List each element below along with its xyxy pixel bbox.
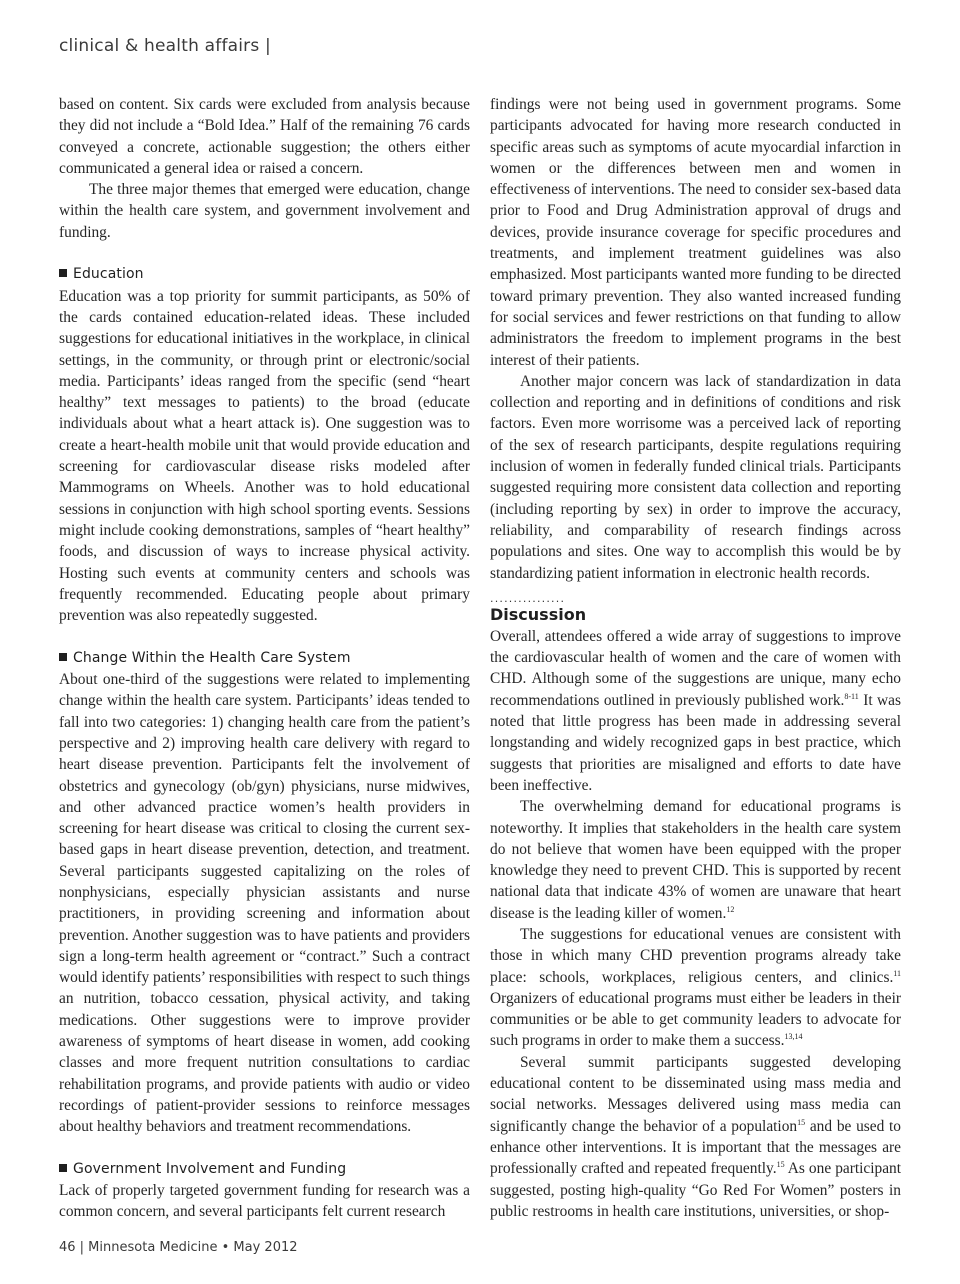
- paragraph: Lack of properly targeted government funding for research was a common concern, and several participants felt current research: [59, 1182, 470, 1221]
- paragraph: About one-third of the suggestions were related to implementing change within the health care system. Participants’ ideas tended to fall into two categories: 1) changing health care from the patient’s perspective and 2) improving health care delivery with regard to heart disease prevention. Participants felt the involvement of obstetrics and gynecology (ob/gyn) physicians, nurse midwives, and other advanced practice women’s health providers in screening for heart disease was critical to closing the current sex-based gaps in heart disease prevention, detection, and treatment. Several participants suggested capitalizing on the roles of nonphysicians, especially physician assistants and nurse practitioners, in providing screening and information about prevention. Another suggestion was to have patients and providers sign a long-term health agreement or “contract.” Such a contract would identify patients’ responsibilities with respect to such things an nutrition, tobacco cessation, physical activity, and taking medications. Other suggestions were to improve provider awareness of symptoms of heart disease in women, add cooking classes and more frequent nutrition consultations to cardiac rehabilitation programs, and provide patients with audio or video recordings of patient-provider sessions to reinforce messages about healthy behaviors and treatment recommendations.: [59, 671, 470, 1136]
- text-run: and be used to enhance other interventions. It is important that the messages are professionally crafted and repeated frequently.: [490, 1117, 902, 1178]
- text-run: The suggestions for educational venues are consistent with those in which many CHD prevention programs already take place: schools, workplaces, religious centers, and clinics.: [490, 925, 901, 986]
- citation-ref: 13,14: [784, 1032, 803, 1042]
- section-heading-discussion: Discussion: [490, 604, 587, 624]
- paragraph: based on content. Six cards were excluded from analysis because they did not include a “Bold Idea.” Half of the remaining 76 cards conveyed a concrete, actionable suggestion; the others either communicated a general idea or raised a concern.: [59, 96, 470, 177]
- text-run: It was noted that little progress has been made in addressing several longstanding and widely recognized gaps in best practice, which suggests that priorities are misaligned and efforts to date have been ineffective.: [490, 691, 901, 794]
- heading-text: Education: [73, 266, 144, 283]
- citation-ref: 11: [893, 968, 901, 978]
- citation-ref: 15: [776, 1160, 785, 1170]
- page-footer: 46 | Minnesota Medicine • May 2012: [59, 1240, 298, 1255]
- square-bullet-icon: [59, 653, 67, 661]
- paragraph: The three major themes that emerged were education, change within the health care system, and government involvement and funding.: [59, 181, 470, 241]
- square-bullet-icon: [59, 1164, 67, 1172]
- text-run: The overwhelming demand for educational programs is noteworthy. It implies that stakeholders in the health care system do not believe that women have been equipped with the proper knowledge they need to prevent CHD. This is supported by recent national data that indicate 43% of women are unaware that heart disease is the leading killer of women.: [490, 798, 901, 922]
- paragraph: Another major concern was lack of standardization in data collection and reporting and in definitions of conditions and risk factors. Even more worrisome was a perceived lack of reporting of the sex of research participants, despite regulations requiring inclusion of women in federally funded clinical trials. Participants suggested requiring more consistent data collection and reporting (including reporting by sex) in order to improve the accuracy, reliability, and comparability of research findings across populations and sites. One way to accomplish this would be by standardizing patient information in electronic health records.: [490, 372, 901, 582]
- paragraph: Education was a top priority for summit participants, as 50% of the cards contained education-related ideas. These included suggestions for educational initiatives in the workplace, in clinical settings, in the community, or through print or electronic/social media. Participants’ ideas ranged from the specific (send “heart healthy” text messages to patients) to the broad (educate individuals about what a heart attack is). One suggestion was to create a heart-health mobile unit that would provide education and screening for cardiovascular disease risks modeled after Mammograms on Wheels. Another was to hold educational sessions in conjunction with high school sporting events. Sessions might include cooking demonstrations, samples of “heart healthy” foods, and discussion of ways to increase physical activity. Hosting such events at community centers and schools was frequently recommended. Educating people about primary prevention was also repeatedly suggested.: [59, 287, 470, 625]
- running-header: clinical & health affairs |: [59, 36, 271, 56]
- section-heading-government: [59, 1159, 470, 1180]
- citation-ref: 8-11: [844, 691, 859, 701]
- paragraph: [490, 796, 901, 924]
- text-run: Organizers of educational programs must either be leaders in their communities or be able to get community leaders to advocate for such programs in order to make them a success.: [490, 989, 901, 1050]
- paragraph: [490, 1052, 901, 1222]
- square-bullet-icon: [59, 269, 67, 277]
- section-divider-dots: ................: [490, 591, 566, 605]
- section-heading-change: [59, 648, 470, 669]
- paragraph: [490, 626, 901, 796]
- left-column: [59, 94, 470, 1223]
- paragraph: findings were not being used in government programs. Some participants advocated for having more research conducted in specific areas such as symptoms of acute myocardial infarction in women or the differences between men and women in effectiveness of interventions. The need to consider sex-based data prior to Food and Drug Administration approval of drugs and devices, provide insurance coverage for specific procedures and treatments, and implement treatment guidelines was also emphasized. Most participants wanted more funding to be directed toward primary prevention. They also wanted increased funding for social services and fewer restrictions on that funding to allow administrators the freedom to implement programs in the best interest of their patients.: [490, 96, 901, 369]
- heading-text: Change Within the Health Care System: [73, 649, 351, 666]
- right-column: [490, 94, 901, 1222]
- text-run: Overall, attendees offered a wide array of suggestions to improve the cardiovascular health of women and the care of women with CHD. Although some of the suggestions are unique, many echo recommendations outlined in previously published work.: [490, 627, 901, 709]
- citation-ref: 12: [726, 904, 735, 914]
- text-run: As one participant suggested, posting high-quality “Go Red For Women” posters in public restrooms in health care institutions, universities, or shop-: [490, 1160, 902, 1220]
- section-heading-education: [59, 264, 470, 285]
- paragraph: [490, 924, 901, 1052]
- citation-ref: 15: [797, 1117, 806, 1127]
- text-run: Several summit participants suggested developing educational content to be disseminated using mass media and social networks. Messages delivered using mass media can significantly change the behavior of a population: [490, 1053, 901, 1135]
- heading-text: Government Involvement and Funding: [73, 1160, 347, 1177]
